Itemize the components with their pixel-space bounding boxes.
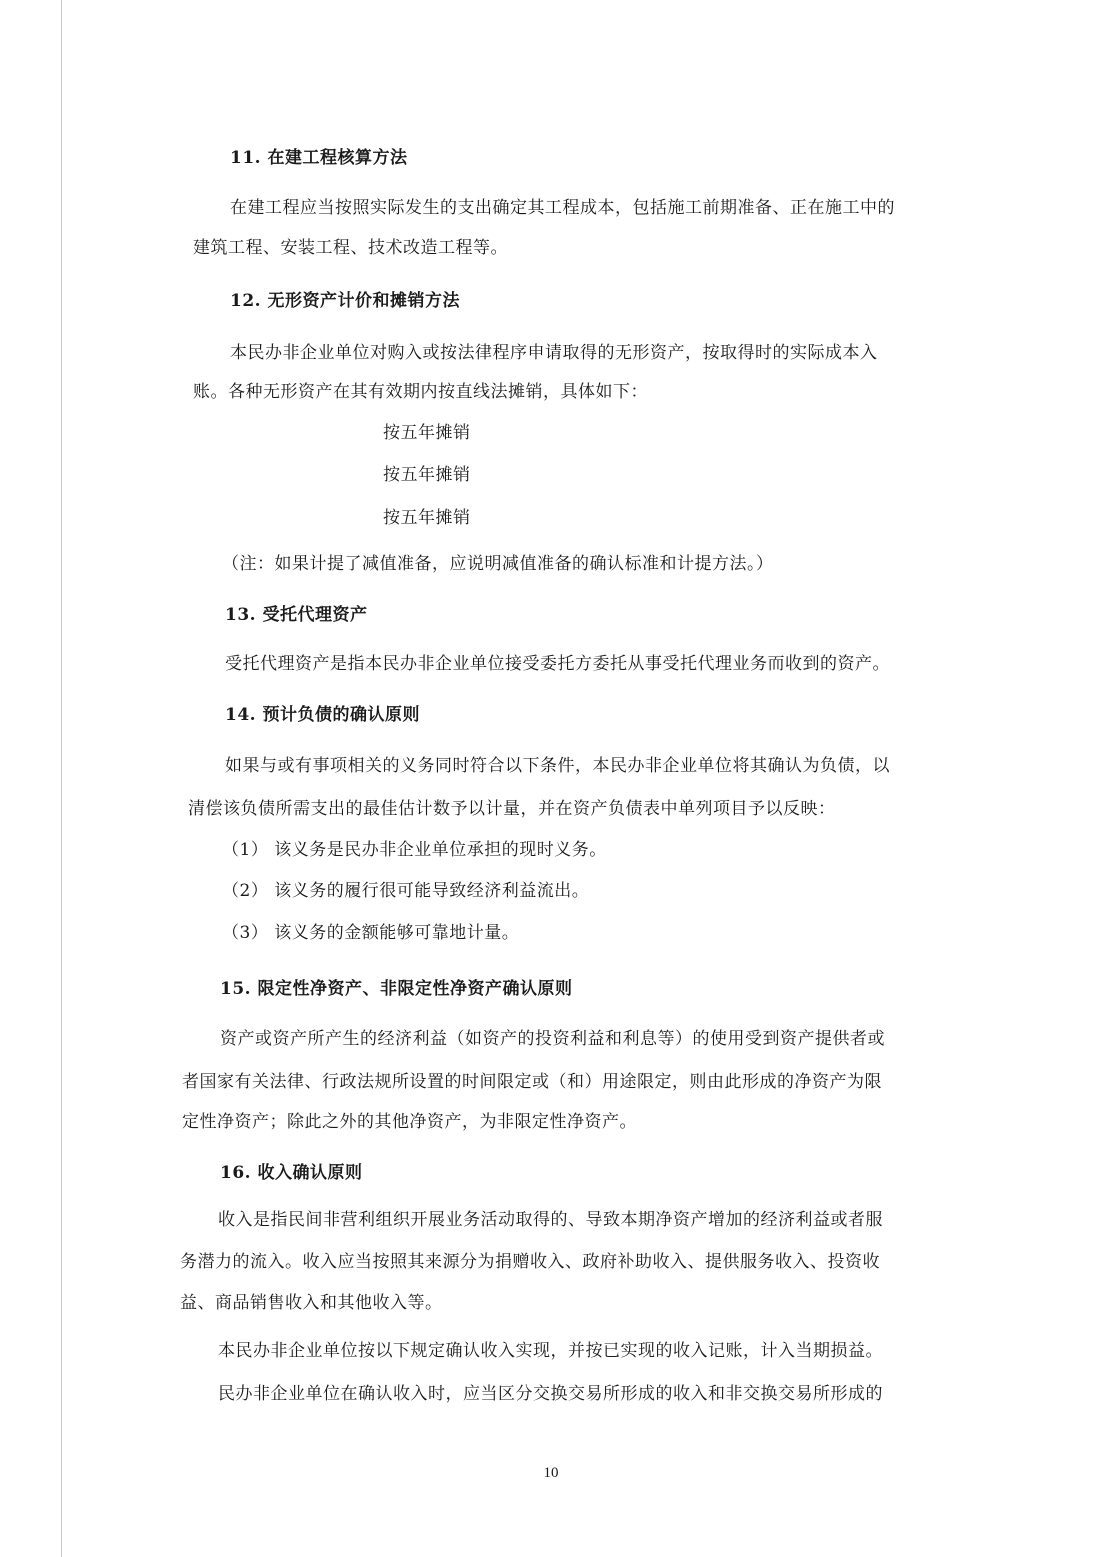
section-14-heading: 14. 预计负债的确认原则 bbox=[225, 705, 420, 725]
section-16-heading: 16. 收入确认原则 bbox=[220, 1163, 363, 1183]
section-13-paragraph-line: 受托代理资产是指本民办非企业单位接受委托方委托从事受托代理业务而收到的资产。 bbox=[225, 654, 890, 674]
section-16-paragraph-line: 务潜力的流入。收入应当按照其来源分为捐赠收入、政府补助收入、提供服务收入、投资收 bbox=[180, 1252, 880, 1272]
section-11-paragraph-line: 建筑工程、安装工程、技术改造工程等。 bbox=[193, 238, 508, 258]
section-16-paragraph-line: 收入是指民间非营利组织开展业务活动取得的、导致本期净资产增加的经济利益或者服 bbox=[218, 1210, 883, 1230]
section-16-paragraph-line: 民办非企业单位在确认收入时，应当区分交换交易所形成的收入和非交换交易所形成的 bbox=[218, 1384, 883, 1404]
section-14-paragraph-line: 清偿该负债所需支出的最佳估计数予以计量，并在资产负债表中单列项目予以反映： bbox=[188, 799, 836, 819]
section-12-paragraph-line: 账。各种无形资产在其有效期内按直线法摊销，具体如下： bbox=[193, 382, 648, 402]
section-14-condition: （1） 该义务是民办非企业单位承担的现时义务。 bbox=[222, 840, 607, 860]
section-14-paragraph-line: 如果与或有事项相关的义务同时符合以下条件，本民办非企业单位将其确认为负债，以 bbox=[225, 756, 890, 776]
section-16-paragraph-line: 本民办非企业单位按以下规定确认收入实现，并按已实现的收入记账，计入当期损益。 bbox=[218, 1341, 883, 1361]
section-14-condition: （2） 该义务的履行很可能导致经济利益流出。 bbox=[222, 881, 590, 901]
section-16-paragraph-line: 益、商品销售收入和其他收入等。 bbox=[180, 1293, 443, 1313]
section-12-heading: 12. 无形资产计价和摊销方法 bbox=[230, 291, 460, 311]
section-11-heading: 11. 在建工程核算方法 bbox=[230, 148, 408, 168]
amortization-item: 按五年摊销 bbox=[383, 508, 471, 528]
section-12-note: （注：如果计提了减值准备，应说明减值准备的确认标准和计提方法。） bbox=[222, 554, 774, 574]
amortization-item: 按五年摊销 bbox=[383, 423, 471, 443]
section-14-condition: （3） 该义务的金额能够可靠地计量。 bbox=[222, 923, 520, 943]
section-15-paragraph-line: 者国家有关法律、行政法规所设置的时间限定或（和）用途限定，则由此形成的净资产为限 bbox=[182, 1072, 882, 1092]
amortization-item: 按五年摊销 bbox=[383, 465, 471, 485]
section-11-paragraph-line: 在建工程应当按照实际发生的支出确定其工程成本，包括施工前期准备、正在施工中的 bbox=[230, 198, 895, 218]
section-15-heading: 15. 限定性净资产、非限定性净资产确认原则 bbox=[220, 979, 573, 999]
section-12-paragraph-line: 本民办非企业单位对购入或按法律程序申请取得的无形资产，按取得时的实际成本入 bbox=[230, 343, 878, 363]
page-number: 10 bbox=[543, 1465, 559, 1481]
section-13-heading: 13. 受托代理资产 bbox=[225, 605, 368, 625]
section-15-paragraph-line: 资产或资产所产生的经济利益（如资产的投资利益和利息等）的使用受到资产提供者或 bbox=[220, 1029, 885, 1049]
section-15-paragraph-line: 定性净资产；除此之外的其他净资产，为非限定性净资产。 bbox=[182, 1112, 637, 1132]
